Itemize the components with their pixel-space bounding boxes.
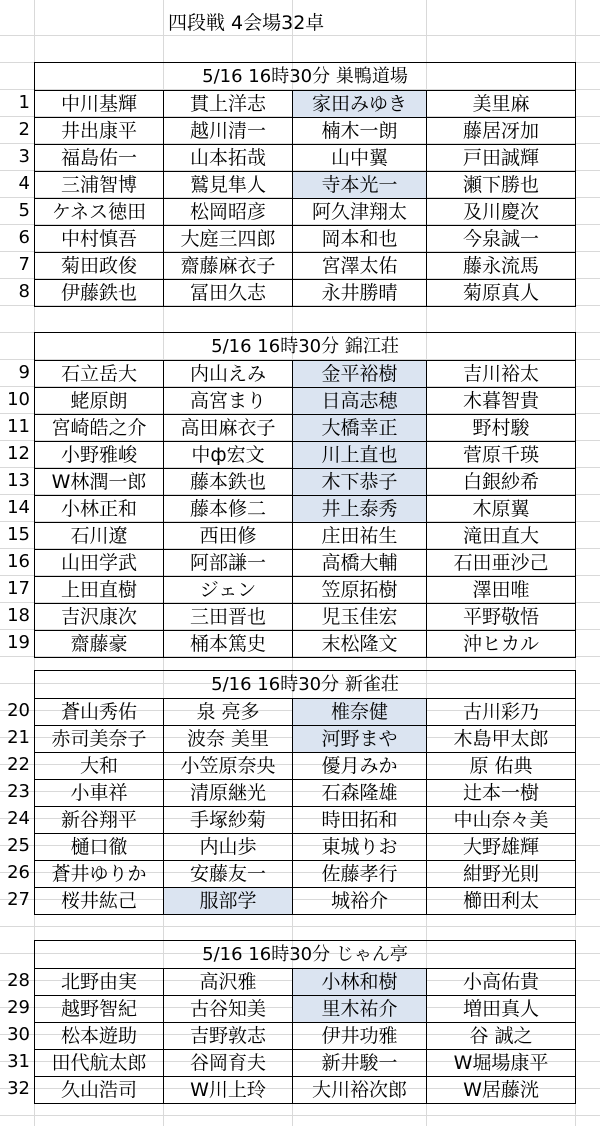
venue-table bbox=[34, 670, 576, 915]
gridline bbox=[0, 1115, 600, 1116]
table-row bbox=[35, 226, 576, 253]
player-cell[interactable]: 伊藤鉄也 bbox=[35, 280, 164, 307]
player-cell[interactable]: 冨田久志 bbox=[164, 280, 293, 307]
venue-header-row bbox=[35, 671, 576, 699]
table-row bbox=[35, 780, 576, 807]
table-row bbox=[35, 415, 576, 442]
player-cell[interactable]: 田代航太郎 bbox=[35, 1050, 164, 1077]
player-cell[interactable]: 澤田唯 bbox=[427, 577, 576, 604]
player-cell[interactable]: 石川遼 bbox=[35, 523, 164, 550]
player-cell[interactable]: 吉野敦志 bbox=[164, 1023, 293, 1050]
player-cell[interactable]: 西田修 bbox=[164, 523, 293, 550]
player-cell[interactable]: 谷岡育夫 bbox=[164, 1050, 293, 1077]
player-cell[interactable]: W堀場康平 bbox=[427, 1050, 576, 1077]
player-cell[interactable]: 阿部謙一 bbox=[164, 550, 293, 577]
player-cell[interactable]: 小林和樹 bbox=[293, 969, 427, 996]
player-cell[interactable]: 河野まや bbox=[293, 726, 427, 753]
table-number: 21 bbox=[7, 727, 30, 748]
player-cell[interactable]: 東城りお bbox=[293, 834, 427, 861]
table-number: 16 bbox=[7, 551, 30, 572]
player-cell[interactable]: 大川裕次郎 bbox=[293, 1077, 427, 1104]
player-cell[interactable]: 木原翼 bbox=[427, 496, 576, 523]
player-cell[interactable]: 松本遊助 bbox=[35, 1023, 164, 1050]
player-cell[interactable]: 笠原拓樹 bbox=[293, 577, 427, 604]
player-cell[interactable]: 吉沢康次 bbox=[35, 604, 164, 631]
table-row bbox=[35, 726, 576, 753]
table-row bbox=[35, 699, 576, 726]
player-cell[interactable]: ケネス徳田 bbox=[35, 199, 164, 226]
table-number: 13 bbox=[7, 470, 30, 491]
player-cell[interactable]: 岡本和也 bbox=[293, 226, 427, 253]
player-cell[interactable]: 藤本鉄也 bbox=[164, 469, 293, 496]
player-cell[interactable]: 金平裕樹 bbox=[293, 361, 427, 388]
table-row bbox=[35, 172, 576, 199]
player-cell[interactable]: 新井駿一 bbox=[293, 1050, 427, 1077]
player-cell[interactable]: 藤本修二 bbox=[164, 496, 293, 523]
table-number: 24 bbox=[7, 808, 30, 829]
table-number: 29 bbox=[7, 997, 30, 1018]
player-cell[interactable]: 越川清一 bbox=[164, 118, 293, 145]
gridline bbox=[0, 35, 600, 36]
player-cell[interactable]: 齋藤豪 bbox=[35, 631, 164, 658]
table-row bbox=[35, 253, 576, 280]
player-cell[interactable]: 樋口徹 bbox=[35, 834, 164, 861]
table-row bbox=[35, 996, 576, 1023]
table-number: 31 bbox=[7, 1051, 30, 1072]
player-cell[interactable]: 菊原真人 bbox=[427, 280, 576, 307]
player-cell[interactable]: 山本拓哉 bbox=[164, 145, 293, 172]
player-cell[interactable]: 小車祥 bbox=[35, 780, 164, 807]
player-cell[interactable]: 福島佑一 bbox=[35, 145, 164, 172]
player-cell[interactable]: 宮崎皓之介 bbox=[35, 415, 164, 442]
table-row bbox=[35, 361, 576, 388]
player-cell[interactable]: 木暮智貴 bbox=[427, 388, 576, 415]
player-cell[interactable]: 櫛田利太 bbox=[427, 888, 576, 915]
player-cell[interactable]: 小林正和 bbox=[35, 496, 164, 523]
table-row bbox=[35, 91, 576, 118]
table-number: 7 bbox=[18, 254, 30, 275]
player-cell[interactable]: 蒼井ゆりか bbox=[35, 861, 164, 888]
player-cell[interactable]: 藤居冴加 bbox=[427, 118, 576, 145]
player-cell[interactable]: 内山えみ bbox=[164, 361, 293, 388]
table-number: 18 bbox=[7, 605, 30, 626]
table-row bbox=[35, 388, 576, 415]
venue-header: 5/16 16時30分 錦江荘 bbox=[35, 333, 576, 361]
player-cell[interactable]: 永井勝晴 bbox=[293, 280, 427, 307]
table-row bbox=[35, 469, 576, 496]
table-number: 12 bbox=[7, 443, 30, 464]
player-cell[interactable]: 山田学武 bbox=[35, 550, 164, 577]
player-cell[interactable]: 上田直樹 bbox=[35, 577, 164, 604]
table-number: 23 bbox=[7, 781, 30, 802]
player-cell[interactable]: 菊田政俊 bbox=[35, 253, 164, 280]
player-cell[interactable]: 木下恭子 bbox=[293, 469, 427, 496]
player-cell[interactable]: 高田麻衣子 bbox=[164, 415, 293, 442]
player-cell[interactable]: 蒼山秀佑 bbox=[35, 699, 164, 726]
player-cell[interactable]: 楠木一朗 bbox=[293, 118, 427, 145]
player-cell[interactable]: 大和 bbox=[35, 753, 164, 780]
player-cell[interactable]: 高宮まり bbox=[164, 388, 293, 415]
table-number: 1 bbox=[18, 92, 30, 113]
player-cell[interactable]: 伊井功雅 bbox=[293, 1023, 427, 1050]
gridline bbox=[0, 926, 600, 927]
player-cell[interactable]: 井上泰秀 bbox=[293, 496, 427, 523]
table-number: 4 bbox=[18, 173, 30, 194]
player-cell[interactable]: 及川慶次 bbox=[427, 199, 576, 226]
player-cell[interactable]: 小笠原奈央 bbox=[164, 753, 293, 780]
table-number: 8 bbox=[18, 281, 30, 302]
player-cell[interactable]: 吉川裕太 bbox=[427, 361, 576, 388]
player-cell[interactable]: 波奈 美里 bbox=[164, 726, 293, 753]
table-row bbox=[35, 118, 576, 145]
table-row bbox=[35, 861, 576, 888]
player-cell[interactable]: 平野敬悟 bbox=[427, 604, 576, 631]
table-row bbox=[35, 1050, 576, 1077]
player-cell[interactable]: 大橋幸正 bbox=[293, 415, 427, 442]
player-cell[interactable]: 時田拓和 bbox=[293, 807, 427, 834]
player-cell[interactable]: 新谷翔平 bbox=[35, 807, 164, 834]
player-cell[interactable]: 椎奈健 bbox=[293, 699, 427, 726]
table-row bbox=[35, 145, 576, 172]
player-cell[interactable]: 里木祐介 bbox=[293, 996, 427, 1023]
player-cell[interactable]: 越野智紀 bbox=[35, 996, 164, 1023]
player-cell[interactable]: 石森隆雄 bbox=[293, 780, 427, 807]
table-number: 27 bbox=[7, 889, 30, 910]
player-cell[interactable]: 紺野光則 bbox=[427, 861, 576, 888]
player-cell[interactable]: 川上直也 bbox=[293, 442, 427, 469]
player-cell[interactable]: W川上玲 bbox=[164, 1077, 293, 1104]
player-cell[interactable]: W居藤洸 bbox=[427, 1077, 576, 1104]
table-row bbox=[35, 631, 576, 658]
player-cell[interactable]: 寺本光一 bbox=[293, 172, 427, 199]
table-row bbox=[35, 969, 576, 996]
player-cell[interactable]: 瀬下勝也 bbox=[427, 172, 576, 199]
player-cell[interactable]: 赤司美奈子 bbox=[35, 726, 164, 753]
player-cell[interactable]: 佐藤孝行 bbox=[293, 861, 427, 888]
table-number: 10 bbox=[7, 389, 30, 410]
player-cell[interactable]: 末松隆文 bbox=[293, 631, 427, 658]
table-row bbox=[35, 280, 576, 307]
player-cell[interactable]: 小野雅峻 bbox=[35, 442, 164, 469]
table-row bbox=[35, 577, 576, 604]
player-cell[interactable]: 谷 誠之 bbox=[427, 1023, 576, 1050]
player-cell[interactable]: 児玉佳宏 bbox=[293, 604, 427, 631]
table-number: 14 bbox=[7, 497, 30, 518]
venue-header-row bbox=[35, 941, 576, 969]
player-cell[interactable]: 古川彩乃 bbox=[427, 699, 576, 726]
table-row bbox=[35, 1077, 576, 1104]
player-cell[interactable]: 桶本篤史 bbox=[164, 631, 293, 658]
player-cell[interactable]: 貫上洋志 bbox=[164, 91, 293, 118]
venue-table bbox=[34, 940, 576, 1104]
table-number: 5 bbox=[18, 200, 30, 221]
player-cell[interactable]: W林潤一郎 bbox=[35, 469, 164, 496]
table-row bbox=[35, 442, 576, 469]
player-cell[interactable]: 山中翼 bbox=[293, 145, 427, 172]
player-cell[interactable]: 藤永流馬 bbox=[427, 253, 576, 280]
table-number: 15 bbox=[7, 524, 30, 545]
player-cell[interactable]: 石立岳大 bbox=[35, 361, 164, 388]
player-cell[interactable]: 美里麻 bbox=[427, 91, 576, 118]
venue-header-row bbox=[35, 333, 576, 361]
table-row bbox=[35, 888, 576, 915]
player-cell[interactable]: 清原継光 bbox=[164, 780, 293, 807]
table-row bbox=[35, 523, 576, 550]
venue-table bbox=[34, 332, 576, 658]
player-cell[interactable]: 今泉誠一 bbox=[427, 226, 576, 253]
player-cell[interactable]: 辻本一樹 bbox=[427, 780, 576, 807]
player-cell[interactable]: 阿久津翔太 bbox=[293, 199, 427, 226]
player-cell[interactable]: 内山歩 bbox=[164, 834, 293, 861]
table-row bbox=[35, 753, 576, 780]
player-cell[interactable]: 鷲見隼人 bbox=[164, 172, 293, 199]
player-cell[interactable]: 戸田誠輝 bbox=[427, 145, 576, 172]
table-number: 2 bbox=[18, 119, 30, 140]
player-cell[interactable]: 増田真人 bbox=[427, 996, 576, 1023]
player-cell[interactable]: 白銀紗希 bbox=[427, 469, 576, 496]
player-cell[interactable]: 原 佑典 bbox=[427, 753, 576, 780]
table-number: 9 bbox=[18, 362, 30, 383]
player-cell[interactable]: 松岡昭彦 bbox=[164, 199, 293, 226]
table-number: 25 bbox=[7, 835, 30, 856]
venue-table bbox=[34, 62, 576, 307]
table-number: 6 bbox=[18, 227, 30, 248]
player-cell[interactable]: 手塚紗菊 bbox=[164, 807, 293, 834]
table-number: 20 bbox=[7, 700, 30, 721]
table-number: 32 bbox=[7, 1078, 30, 1099]
venue-header: 5/16 16時30分 巣鴨道場 bbox=[35, 63, 576, 91]
table-row bbox=[35, 199, 576, 226]
player-cell[interactable]: ジェン bbox=[164, 577, 293, 604]
venue-header: 5/16 16時30分 じゃん亭 bbox=[35, 941, 576, 969]
player-cell[interactable]: 菅原千瑛 bbox=[427, 442, 576, 469]
player-cell[interactable]: 中山奈々美 bbox=[427, 807, 576, 834]
table-number: 30 bbox=[7, 1024, 30, 1045]
player-cell[interactable]: 高沢雅 bbox=[164, 969, 293, 996]
player-cell[interactable]: 高橋大輔 bbox=[293, 550, 427, 577]
player-cell[interactable]: 日高志穂 bbox=[293, 388, 427, 415]
player-cell[interactable]: 三田晋也 bbox=[164, 604, 293, 631]
player-cell[interactable]: 中村慎吾 bbox=[35, 226, 164, 253]
player-cell[interactable]: 中川基輝 bbox=[35, 91, 164, 118]
player-cell[interactable]: 泉 亮多 bbox=[164, 699, 293, 726]
table-row bbox=[35, 550, 576, 577]
player-cell[interactable]: 蛯原朗 bbox=[35, 388, 164, 415]
player-cell[interactable]: 庄田祐生 bbox=[293, 523, 427, 550]
player-cell[interactable]: 井出康平 bbox=[35, 118, 164, 145]
player-cell[interactable]: 北野由実 bbox=[35, 969, 164, 996]
table-number: 3 bbox=[18, 146, 30, 167]
table-number: 22 bbox=[7, 754, 30, 775]
player-cell[interactable]: 木島甲太郎 bbox=[427, 726, 576, 753]
player-cell[interactable]: 久山浩司 bbox=[35, 1077, 164, 1104]
player-cell[interactable]: 城裕介 bbox=[293, 888, 427, 915]
player-cell[interactable]: 優月みか bbox=[293, 753, 427, 780]
player-cell[interactable]: 宮澤太佑 bbox=[293, 253, 427, 280]
player-cell[interactable]: 滝田直大 bbox=[427, 523, 576, 550]
player-cell[interactable]: 服部学 bbox=[164, 888, 293, 915]
player-cell[interactable]: 大庭三四郎 bbox=[164, 226, 293, 253]
player-cell[interactable]: 桜井紘己 bbox=[35, 888, 164, 915]
table-number: 26 bbox=[7, 862, 30, 883]
player-cell[interactable]: 齋藤麻衣子 bbox=[164, 253, 293, 280]
table-number: 28 bbox=[7, 970, 30, 991]
table-row bbox=[35, 807, 576, 834]
table-number: 11 bbox=[7, 416, 30, 437]
venue-header: 5/16 16時30分 新雀荘 bbox=[35, 671, 576, 699]
table-row bbox=[35, 834, 576, 861]
player-cell[interactable]: 安藤友一 bbox=[164, 861, 293, 888]
player-cell[interactable]: 大野雄輝 bbox=[427, 834, 576, 861]
player-cell[interactable]: 家田みゆき bbox=[293, 91, 427, 118]
player-cell[interactable]: 沖ヒカル bbox=[427, 631, 576, 658]
player-cell[interactable]: 古谷知美 bbox=[164, 996, 293, 1023]
table-row bbox=[35, 604, 576, 631]
player-cell[interactable]: 三浦智博 bbox=[35, 172, 164, 199]
table-row bbox=[35, 1023, 576, 1050]
venue-header-row bbox=[35, 63, 576, 91]
player-cell[interactable]: 小高佑貴 bbox=[427, 969, 576, 996]
table-row bbox=[35, 496, 576, 523]
sheet-title: 四段戦 4会場32卓 bbox=[168, 12, 325, 34]
table-number: 19 bbox=[7, 632, 30, 653]
player-cell[interactable]: 石田亜沙己 bbox=[427, 550, 576, 577]
player-cell[interactable]: 中ф宏文 bbox=[164, 442, 293, 469]
player-cell[interactable]: 野村駿 bbox=[427, 415, 576, 442]
table-number: 17 bbox=[7, 578, 30, 599]
